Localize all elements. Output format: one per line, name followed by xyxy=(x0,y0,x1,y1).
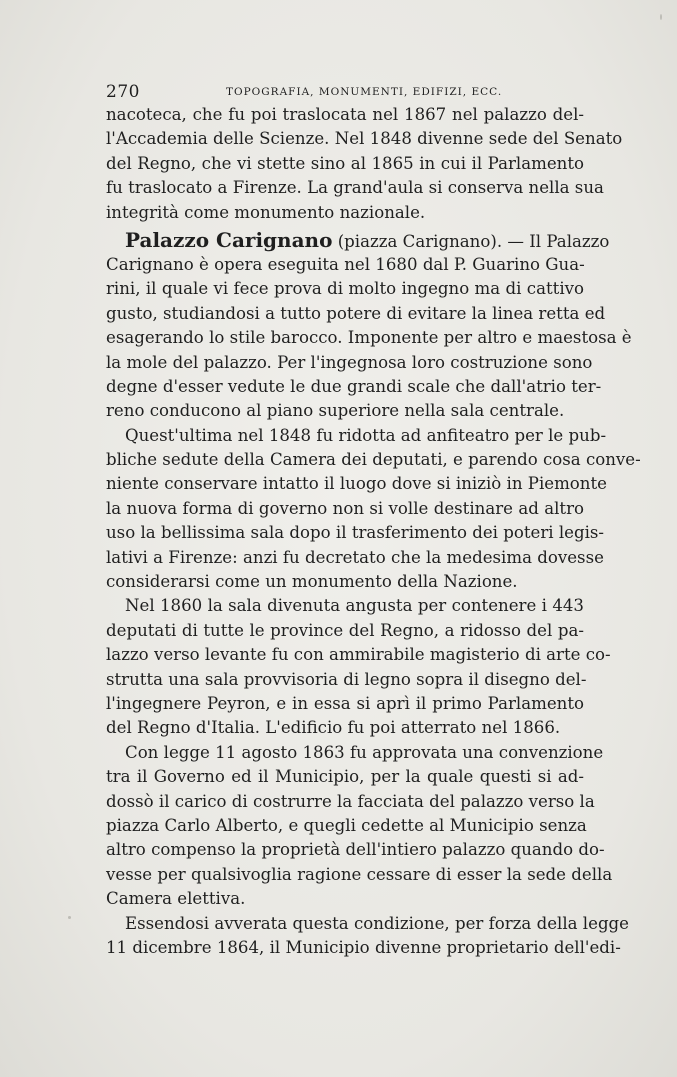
text-line: Quest'ultima nel 1848 fu ridotta ad anfiteatro per le pub- xyxy=(125,425,607,445)
text-line: l'ingegnere Peyron, e in essa si aprì il primo Parlamento xyxy=(106,693,584,713)
section-heading: Palazzo Carignano xyxy=(125,227,333,252)
running-head: TOPOGRAFIA, MONUMENTI, EDIFIZI, ECC. xyxy=(226,86,503,98)
text-line: uso la bellissima sala dopo il trasferimento dei poteri legis- xyxy=(106,523,605,543)
paragraph-5 xyxy=(106,741,613,912)
text-line: reno conducono al piano superiore nella sala centrale. xyxy=(106,401,565,421)
text-line: dossò il carico di costrurre la facciata del palazzo verso la xyxy=(106,791,595,811)
text-line: Con legge 11 agosto 1863 fu approvata una convenzione xyxy=(125,742,604,762)
page-header xyxy=(106,82,584,104)
text-line: la nuova forma di governo non si volle destinare ad altro xyxy=(106,498,584,518)
paragraph-2 xyxy=(106,225,632,424)
text-line: degne d'esser vedute le due grandi scale che dall'atrio ter- xyxy=(106,376,602,396)
paragraph-3 xyxy=(106,424,641,595)
text-line: lativi a Firenze: anzi fu decretato che la medesima dovesse xyxy=(106,547,604,567)
text-line: rini, il quale vi fece prova di molto ingegno ma di cattivo xyxy=(106,279,584,299)
text-line: gusto, studiandosi a tutto potere di evitare la linea retta ed xyxy=(106,303,606,323)
text-line: nacoteca, che fu poi traslocata nel 1867 nel palazzo del- xyxy=(106,105,584,124)
paragraph-1 xyxy=(106,103,623,225)
paragraph-4 xyxy=(106,594,611,740)
paragraph-6 xyxy=(106,912,630,961)
text-line: bliche sedute della Camera dei deputati, e parendo cosa conve- xyxy=(106,450,641,470)
text-line: 11 dicembre 1864, il Municipio divenne proprietario dell'edi- xyxy=(106,937,621,957)
text-line: Nel 1860 la sala divenuta angusta per contenere i 443 xyxy=(125,596,584,616)
text-line: lazzo verso levante fu con ammirabile magisterio di arte co- xyxy=(106,645,611,665)
text-line: altro compenso la proprietà dell'intiero palazzo quando do- xyxy=(106,840,605,860)
text-line xyxy=(106,225,610,253)
body-text xyxy=(106,103,641,960)
text-line: strutta una sala provvisoria di legno sopra il disegno del- xyxy=(106,669,587,689)
text-line: la mole del palazzo. Per l'ingegnosa loro costruzione sono xyxy=(106,352,593,372)
text-line: vesse per qualsivoglia ragione cessare di esser la sede della xyxy=(106,864,613,884)
text-line: l'Accademia delle Scienze. Nel 1848 divenne sede del Senato xyxy=(106,129,623,149)
text-line: piazza Carlo Alberto, e quegli cedette al Municipio senza xyxy=(106,815,587,835)
heading-continuation: (piazza Carignano). — Il Palazzo xyxy=(337,231,610,251)
page-number: 270 xyxy=(106,82,140,102)
text-line: del Regno, che vi stette sino al 1865 in cui il Parlamento xyxy=(106,153,584,173)
text-line: esagerando lo stile barocco. Imponente per altro e maestosa è xyxy=(106,328,632,348)
paper-speck xyxy=(660,14,662,20)
text-line: considerarsi come un monumento della Nazione. xyxy=(106,572,518,592)
text-line: deputati di tutte le province del Regno, a ridosso del pa- xyxy=(106,620,584,640)
text-line: Carignano è opera eseguita nel 1680 dal P. Guarino Gua- xyxy=(106,254,585,274)
text-line: Camera elettiva. xyxy=(106,889,246,909)
text-line: tra il Governo ed il Municipio, per la quale questi si ad- xyxy=(106,767,584,787)
paper-speck xyxy=(68,916,71,919)
text-line: niente conservare intatto il luogo dove si iniziò in Piemonte xyxy=(106,474,607,494)
text-line: fu traslocato a Firenze. La grand'aula si conserva nella sua xyxy=(106,178,604,198)
text-line: integrità come monumento nazionale. xyxy=(106,202,426,222)
text-line: Essendosi avverata questa condizione, per forza della legge xyxy=(125,913,630,933)
text-line: del Regno d'Italia. L'edificio fu poi atterrato nel 1866. xyxy=(106,718,561,738)
